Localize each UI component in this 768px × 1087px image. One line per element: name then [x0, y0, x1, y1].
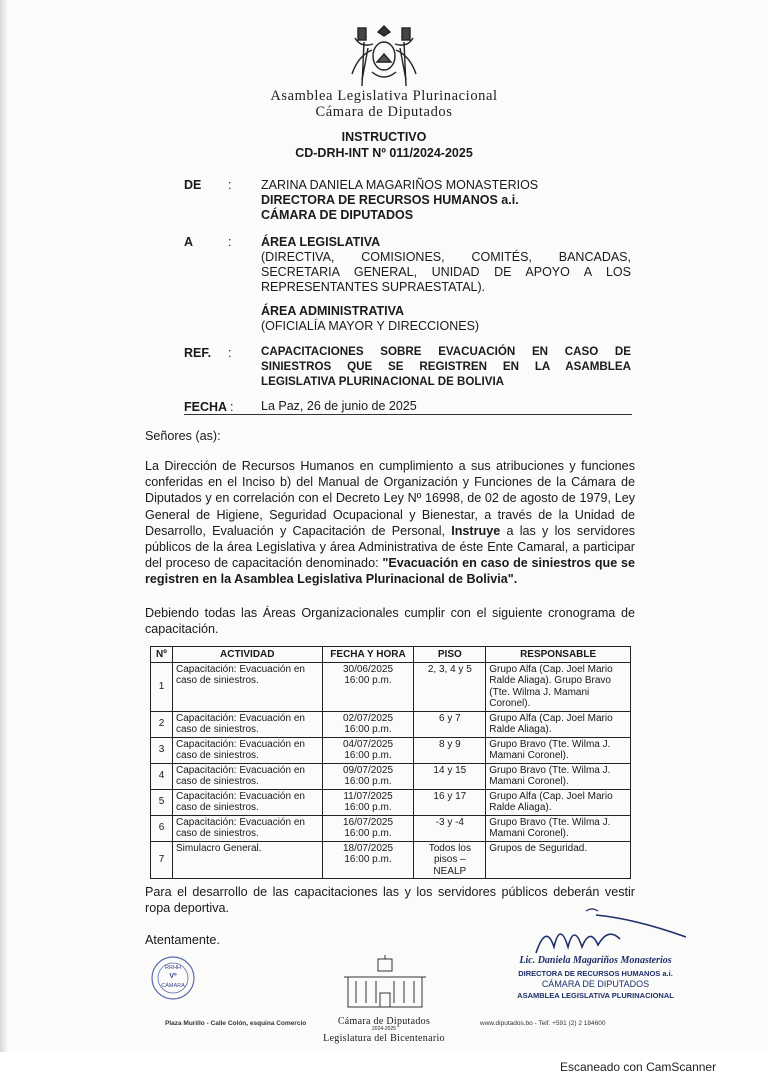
table-row [151, 737, 631, 763]
cell-actividad: Capacitación: Evacuación en caso de siniestros. [172, 763, 322, 789]
cell-fecha [322, 711, 414, 737]
date-colon: : [230, 400, 234, 414]
cell-date: 11/07/2025 [343, 790, 393, 802]
footer-legislature: Legislatura del Bicentenario [323, 1033, 445, 1044]
cell-n: 1 [151, 662, 173, 711]
cell-time: 16:00 p.m. [344, 828, 392, 839]
from-label: DE [184, 178, 202, 192]
cell-piso: 6 y 7 [414, 711, 486, 737]
cell-actividad: Capacitación: Evacuación en caso de siniestros. [172, 789, 322, 815]
to-area2-detail: (OFICIALÍA MAYOR Y DIRECCIONES) [261, 319, 480, 333]
cell-fecha [322, 662, 414, 711]
from-name: ZARINA DANIELA MAGARIÑOS MONASTERIOS [261, 178, 539, 192]
ref-text: CAPACITACIONES SOBRE EVACUACIÓN EN CASO DE SINIESTROS QUE SE REGISTREN EN LA ASAMBLEA LEGISLATIVA PLURINACIONAL DE BOLIVIA [261, 345, 631, 388]
cell-piso: 14 y 15 [414, 763, 486, 789]
cell-fecha [322, 815, 414, 841]
cell-time: 16:00 p.m. [344, 854, 392, 865]
stamp-text-bottom: CÁMARA [161, 983, 185, 989]
footer-years: 2024-2025 [372, 1026, 396, 1032]
to-label: A [184, 235, 194, 249]
cell-piso: -3 y -4 [414, 815, 486, 841]
body-paragraph-2: Debiendo todas las Áreas Organizacionales cumplir con el siguiente cronograma de capacitación. [145, 606, 635, 637]
cell-responsable: Grupos de Seguridad. [486, 841, 631, 879]
schedule-table [150, 646, 631, 879]
table-row [151, 711, 631, 737]
legislature-building-icon [340, 955, 430, 1015]
body-paragraph-1: La Dirección de Recursos Humanos en cumplimiento a sus atribuciones y funciones conferidas en el Inciso b) del Manual de Organización y Funciones de la Cámara de Diputados y en correlación con el Decreto Ley Nº 16998, de 02 de agosto de 1979, Ley General de Higiene, Seguridad Ocupacional y Bienestar, a través de la Unidad de Desarrollo, Evaluación y Capacitación de Personal, Instruye a las y los servidores públicos de la área Legislativa y área Administrativa de éste Ente Camaral, a participar del proceso de capacitación denominado: "Evacuación en caso de siniestros que se registren en la Asamblea Legislativa Plurinacional de Bolivia". [145, 459, 635, 587]
cell-actividad: Capacitación: Evacuación en caso de siniestros. [172, 711, 322, 737]
cell-date: 09/07/2025 [342, 764, 394, 776]
stamp-text-top: RRHH [165, 965, 181, 971]
cell-piso: 8 y 9 [414, 737, 486, 763]
camscanner-watermark: Escaneado con CamScanner [560, 1060, 717, 1074]
cell-n: 7 [151, 841, 173, 879]
table-row [151, 763, 631, 789]
cell-fecha [322, 763, 414, 789]
cell-responsable: Grupo Bravo (Tte. Wilma J. Mamani Coronel). [486, 815, 631, 841]
from-entity: CÁMARA DE DIPUTADOS [261, 208, 414, 222]
from-colon: : [228, 178, 232, 192]
doc-code: CD-DRH-INT Nº 011/2024-2025 [295, 146, 473, 160]
signatory-name: Lic. Daniela Magariños Monasterios [519, 955, 672, 966]
cell-date: 02/07/2025 [342, 712, 394, 724]
cell-responsable: Grupo Alfa (Cap. Joel Mario Ralde Aliaga). [486, 711, 631, 737]
to-area2-title: ÁREA ADMINISTRATIVA [261, 304, 405, 318]
cell-date: 30/06/2025 [342, 663, 394, 675]
table-row [151, 789, 631, 815]
cell-date: 18/07/2025 [342, 842, 394, 854]
col-header-actividad: ACTIVIDAD [172, 647, 322, 663]
cell-n: 6 [151, 815, 173, 841]
cell-time: 16:00 p.m. [344, 776, 392, 787]
cell-n: 2 [151, 711, 173, 737]
cell-n: 3 [151, 737, 173, 763]
footer-contact: www.diputados.bo - Telf. +591 (2) 2 184600 [480, 1020, 606, 1027]
cell-date: 16/07/2025 [342, 816, 394, 828]
footer-chamber: Cámara de Diputados [337, 1016, 431, 1027]
col-header-responsable: RESPONSABLE [486, 647, 631, 663]
footer-address: Plaza Murillo - Calle Colón, esquina Comercio [165, 1020, 307, 1027]
cell-date: 04/07/2025 [342, 738, 394, 750]
stamp-text-mid: Vº [169, 973, 177, 980]
col-header-n: Nº [151, 647, 173, 663]
cell-time: 16:00 p.m. [344, 750, 392, 761]
cell-responsable: Grupo Bravo (Tte. Wilma J. Mamani Coronel). [486, 737, 631, 763]
signatory-entity: CÁMARA DE DIPUTADOS [541, 979, 650, 989]
header-divider [184, 414, 632, 415]
cell-time: 16:00 p.m. [344, 724, 392, 735]
ref-colon: : [228, 346, 232, 360]
date-text: La Paz, 26 de junio de 2025 [261, 399, 417, 413]
cell-responsable: Grupo Alfa (Cap. Joel Mario Ralde Aliaga). Grupo Bravo (Tte. Wilma J. Mamani Coronel). [486, 662, 631, 711]
table-header-row [151, 647, 631, 663]
body-paragraph-3: Para el desarrollo de las capacitaciones las y los servidores públicos deberán vestir ropa deportiva. [145, 885, 635, 916]
cell-fecha [322, 841, 414, 879]
cell-fecha [322, 789, 414, 815]
cell-actividad: Capacitación: Evacuación en caso de siniestros. [172, 815, 322, 841]
to-area1-detail: (DIRECTIVA, COMISIONES, COMITÉS, BANCADAS, SECRETARIA GENERAL, UNIDAD DE APOYO A LOS REPRESENTANTES SUPRAESTATAL). [261, 250, 631, 294]
chamber-name: Cámara de Diputados [315, 104, 453, 120]
cell-actividad: Capacitación: Evacuación en caso de siniestros. [172, 662, 322, 711]
cell-time: 16:00 p.m. [344, 675, 392, 686]
cell-time: 16:00 p.m. [344, 802, 392, 813]
cell-piso: 2, 3, 4 y 5 [414, 662, 486, 711]
table-row [151, 662, 631, 711]
cell-actividad: Capacitación: Evacuación en caso de siniestros. [172, 737, 322, 763]
to-area1-title: ÁREA LEGISLATIVA [261, 235, 381, 249]
closing: Atentamente. [145, 933, 220, 947]
cell-piso: Todos los pisos – NEALP [414, 841, 486, 879]
cell-fecha [322, 737, 414, 763]
salutation: Señores (as): [145, 429, 221, 443]
institution-name: Asamblea Legislativa Plurinacional [270, 88, 498, 104]
table-row [151, 815, 631, 841]
signatory-institution: ASAMBLEA LEGISLATIVA PLURINACIONAL [517, 991, 674, 1000]
doc-type: INSTRUCTIVO [341, 130, 427, 144]
signatory-position: DIRECTORA DE RECURSOS HUMANOS a.i. [518, 969, 673, 978]
from-position: DIRECTORA DE RECURSOS HUMANOS a.i. [261, 193, 519, 207]
cell-n: 4 [151, 763, 173, 789]
cell-responsable: Grupo Bravo (Tte. Wilma J. Mamani Coronel). [486, 763, 631, 789]
to-colon: : [228, 235, 232, 249]
cell-n: 5 [151, 789, 173, 815]
cell-responsable: Grupo Alfa (Cap. Joel Mario Ralde Aliaga). [486, 789, 631, 815]
coat-of-arms-icon [344, 22, 424, 90]
date-label: FECHA [184, 400, 228, 414]
cell-piso: 16 y 17 [414, 789, 486, 815]
ref-label: REF. [184, 346, 212, 360]
col-header-piso: PISO [414, 647, 486, 663]
table-row [151, 841, 631, 879]
cell-actividad: Simulacro General. [172, 841, 322, 879]
col-header-fecha: FECHA Y HORA [322, 647, 414, 663]
